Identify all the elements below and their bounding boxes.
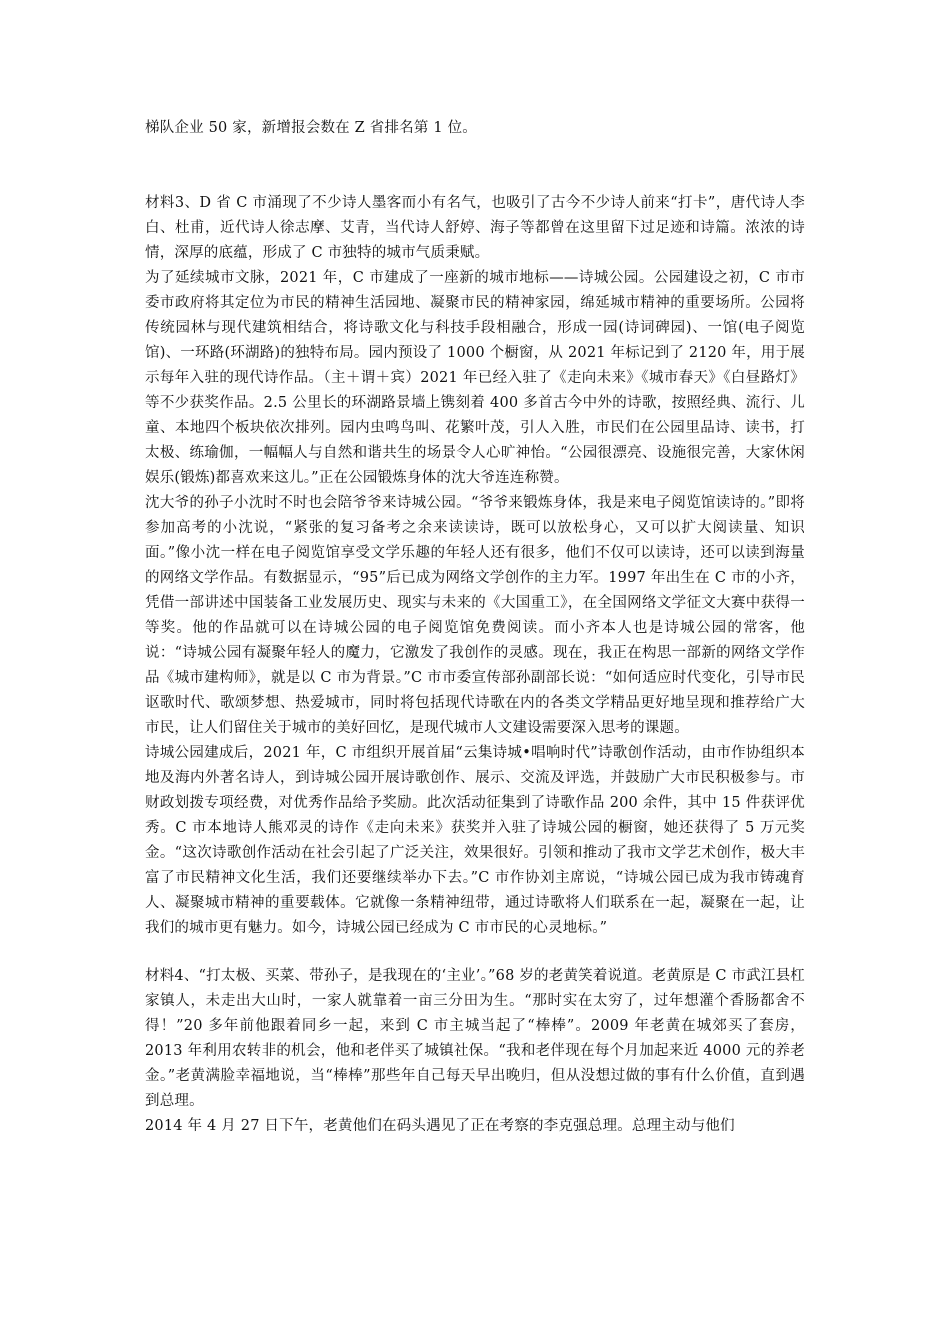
paragraph-continuation: 梯队企业 50 家，新增报会数在 Z 省排名第 1 位。	[145, 120, 478, 136]
paragraph-material-4-intro: 材料4、“打太极、买菜、带孙子，是我现在的‘主业’。”68 岁的老黄笑着说道。老黄原是 C 市武江县杠家镇人，未走出大山时，一家人就靠着一亩三分田为生。“那时实在太穷了，过年想灌个香肠都舍不得！”20 多年前他跟着同乡一起，来到 C 市主城当起了“棒棒”。2009 年老黄在城郊买了套房，2013 年利用农转非的机会，他和老伴买了城镇社保。“我和老伴现在每个月加起来近 4000 元的养老金。”老黄满脸幸福地说，当“棒棒”那些年自己每天早出晚归，但从没想过做的事有什么价值，直到遇到总理。	[145, 968, 805, 1109]
document-page	[145, 0, 805, 1139]
paragraph-poetry-activity: 诗城公园建成后，2021 年，C 市组织开展首届“云集诗城•唱响时代”诗歌创作活动，由市作协组织本地及海内外著名诗人，到诗城公园开展诗歌创作、展示、交流及评选，并鼓励广大市民积极参与。市财政划拨专项经费，对优秀作品给予奖励。此次活动征集到了诗歌作品 200 余件，其中 15 件获评优秀。C 市本地诗人熊邓灵的诗作《走向未来》获奖并入驻了诗城公园的橱窗，她还获得了 5 万元奖金。“这次诗歌创作活动在社会引起了广泛关注，效果很好。引领和推动了我市文学艺术创作，极大丰富了市民精神文化生活，我们还要继续举办下去。”C 市作协刘主席说，“诗城公园已成为我市铸魂育人、凝聚城市精神的重要载体。它就像一条精神纽带，通过诗歌将人们联系在一起，凝聚在一起，让我们的城市更有魅力。如今，诗城公园已经成为 C 市市民的心灵地标。”	[145, 745, 805, 936]
paragraph-xiao-shen: 沈大爷的孙子小沈时不时也会陪爷爷来诗城公园。“爷爷来锻炼身体，我是来电子阅览馆读诗的。”即将参加高考的小沈说，“紧张的复习备考之余来读读诗，既可以放松身心，又可以扩大阅读量、知识面。”像小沈一样在电子阅览馆享受文学乐趣的年轻人还有很多，他们不仅可以读诗，还可以读到海量的网络文学作品。有数据显示，“95”后已成为网络文学创作的主力军。1997 年出生在 C 市的小齐，凭借一部讲述中国装备工业发展历史、现实与未来的《大国重工》，在全国网络文学征文大赛中获得一等奖。他的作品就可以在诗城公园的电子阅览馆免费阅读。而小齐本人也是诗城公园的常客，他说：“诗城公园有凝聚年轻人的魔力，它激发了我创作的灵感。现在，我正在构思一部新的网络文学作品《城市建构师》，就是以 C 市为背景。”C 市市委宣传部孙副部长说：“如何适应时代变化，引导市民讴歌时代、歌颂梦想、热爱城市，同时将包括现代诗歌在内的各类文学精品更好地呈现和推荐给广大市民，让人们留住关于城市的美好回忆，是现代城市人文建设需要深入思考的课题。	[145, 495, 805, 736]
paragraph-premier-visit: 2014 年 4 月 27 日下午，老黄他们在码头遇见了正在考察的李克强总理。总理主动与他们	[145, 1118, 735, 1134]
paragraph-material-3-intro: 材料3、D 省 C 市涌现了不少诗人墨客而小有名气，也吸引了古今不少诗人前来“打卡”，唐代诗人李白、杜甫，近代诗人徐志摩、艾青，当代诗人舒婷、海子等都曾在这里留下过足迹和诗篇。浓浓的诗情，深厚的底蕴，形成了 C 市独特的城市气质秉赋。	[145, 195, 805, 261]
paragraph-poetry-park: 为了延续城市文脉，2021 年，C 市建成了一座新的城市地标——诗城公园。公园建设之初，C 市市委市政府将其定位为市民的精神生活园地、凝聚市民的精神家园，绵延城市精神的重要场所。公园将传统园林与现代建筑相结合，将诗歌文化与科技手段相融合，形成一园(诗词碑园)、一馆(电子阅览馆)、一环路(环湖路)的独特布局。园内预设了 1000 个橱窗，从 2021 年标记到了 2120 年，用于展示每年入驻的现代诗作品。（主＋谓＋宾）2021 年已经入驻了《走向未来》《城市春天》《白昼路灯》等不少获奖作品。2.5 公里长的环湖路景墙上镌刻着 400 多首古今中外的诗歌，按照经典、流行、儿童、本地四个板块依次排列。园内虫鸣鸟叫、花繁叶茂，引人入胜，市民们在公园里品诗、读书，打太极、练瑜伽，一幅幅人与自然和谐共生的场景令人心旷神怡。“公园很漂亮、设施很完善，大家休闲娱乐(锻炼)都喜欢来这儿。”正在公园锻炼身体的沈大爷连连称赞。	[145, 270, 805, 486]
